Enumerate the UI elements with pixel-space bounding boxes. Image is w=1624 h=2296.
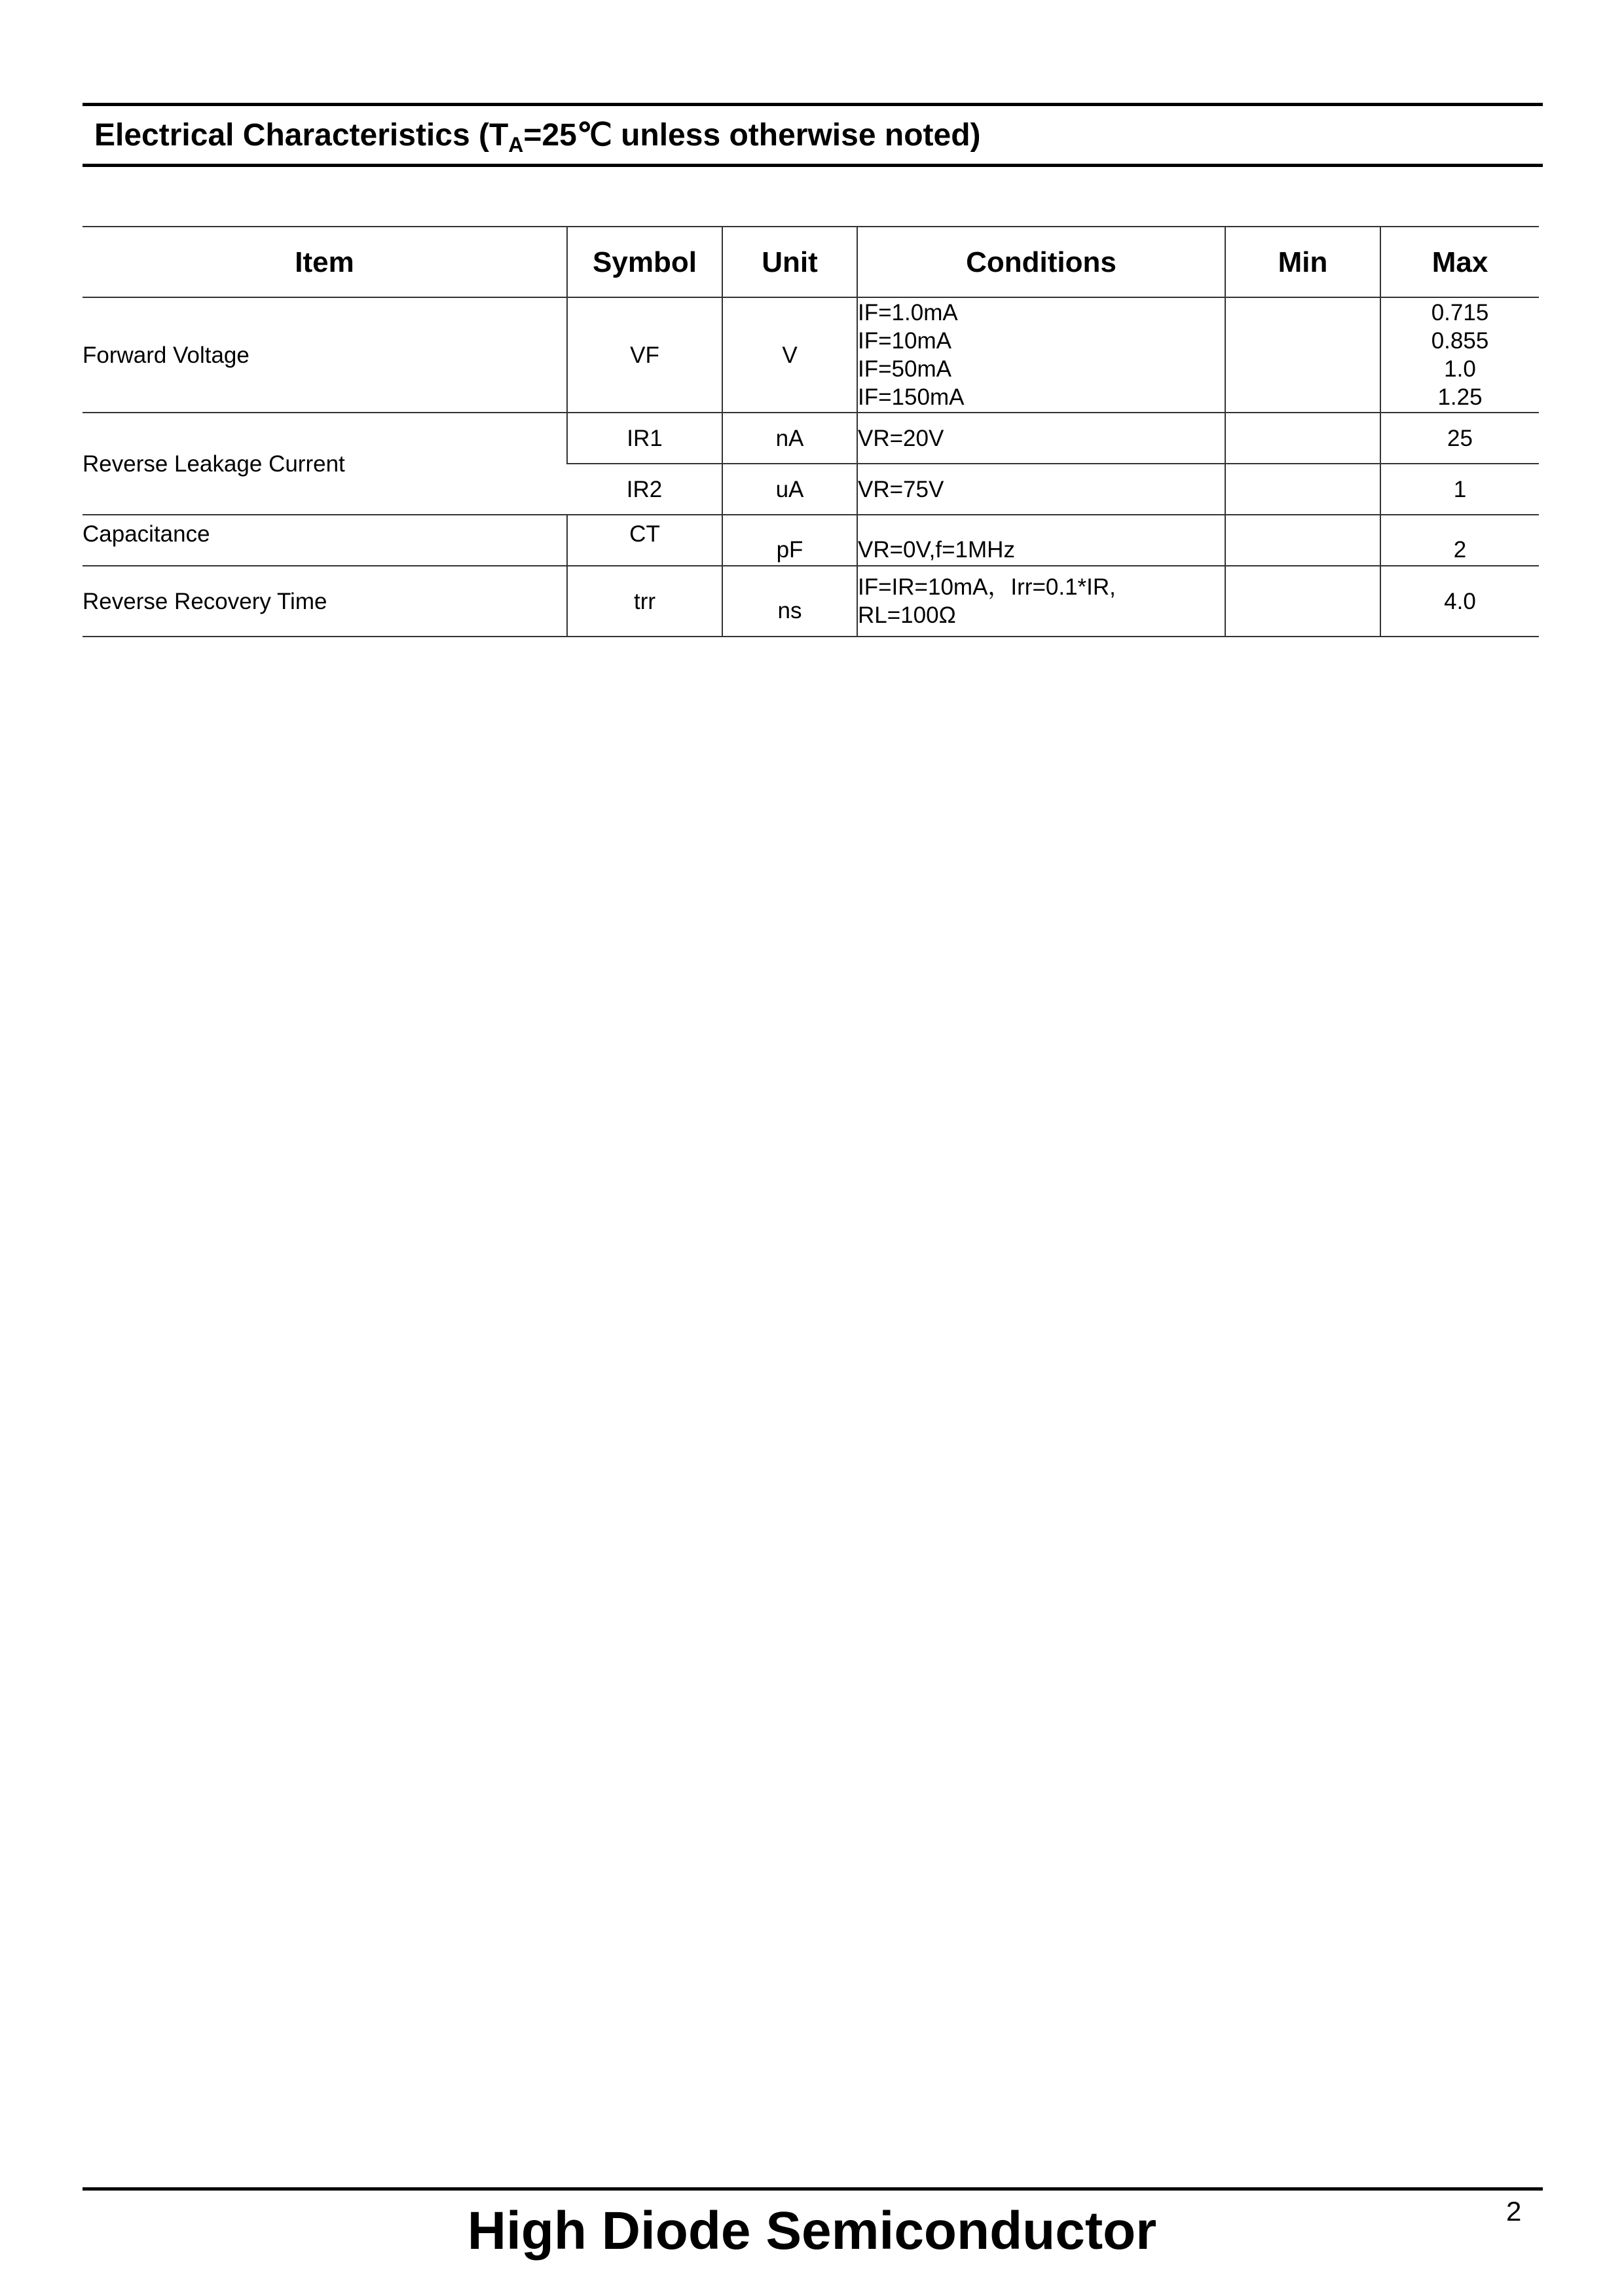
header-min: Min (1225, 227, 1380, 297)
reverse-leakage-item: Reverse Leakage Current (83, 413, 567, 515)
reverse-recovery-min (1225, 566, 1380, 637)
ir1-conditions: VR=20V (857, 413, 1225, 464)
forward-voltage-item: Forward Voltage (83, 297, 567, 413)
capacitance-symbol-text: CT (629, 521, 660, 547)
forward-voltage-unit: V (722, 297, 857, 413)
forward-voltage-symbol: VF (567, 297, 722, 413)
ir1-symbol: IR1 (567, 413, 722, 464)
ir2-max: 1 (1380, 464, 1539, 515)
ir1-max: 25 (1380, 413, 1539, 464)
ir1-min (1225, 413, 1380, 464)
reverse-recovery-item: Reverse Recovery Time (83, 566, 567, 637)
title-subscript: A (508, 133, 524, 157)
table-row-capacitance (83, 515, 1539, 566)
reverse-recovery-max: 4.0 (1380, 566, 1539, 637)
forward-voltage-condition-2: IF=10mA (858, 328, 951, 354)
reverse-recovery-symbol: trr (567, 566, 722, 637)
ir2-unit: uA (722, 464, 857, 515)
header-symbol: Symbol (567, 227, 722, 297)
table-row-reverse-leakage-ir1 (83, 413, 1539, 464)
reverse-recovery-conditions (857, 566, 1225, 637)
reverse-recovery-unit (722, 566, 857, 637)
capacitance-item (83, 515, 567, 566)
forward-voltage-min (1225, 297, 1380, 413)
ir2-symbol: IR2 (567, 464, 722, 515)
table-row-forward-voltage (83, 297, 1539, 413)
footer-divider (83, 2187, 1543, 2191)
page-number: 2 (1506, 2196, 1522, 2227)
forward-voltage-max-2: 0.855 (1431, 328, 1489, 354)
forward-voltage-condition-4: IF=150mA (858, 384, 965, 410)
capacitance-max (1380, 515, 1539, 566)
header-conditions: Conditions (857, 227, 1225, 297)
capacitance-conditions-text: VR=0V,f=1MHz (858, 536, 1015, 563)
forward-voltage-condition-3: IF=50mA (858, 356, 951, 382)
reverse-recovery-condition-1: IF=IR=10mA，Irr=0.1*IR, (858, 574, 1116, 600)
capacitance-unit-text: pF (776, 536, 803, 563)
forward-voltage-max-1: 0.715 (1431, 300, 1489, 325)
table-row-reverse-recovery (83, 566, 1539, 637)
forward-voltage-conditions (857, 297, 1225, 413)
forward-voltage-condition-1: IF=1.0mA (858, 300, 958, 325)
capacitance-item-text: Capacitance (83, 521, 210, 547)
title-prefix: Electrical Characteristics (T (94, 118, 509, 153)
reverse-recovery-condition-2: RL=100Ω (858, 602, 956, 628)
capacitance-min (1225, 515, 1380, 566)
footer-company-name: High Diode Semiconductor (467, 2201, 1157, 2261)
forward-voltage-max (1380, 297, 1539, 413)
ir2-conditions: VR=75V (857, 464, 1225, 515)
title-suffix: =25℃ unless otherwise noted) (523, 118, 981, 153)
forward-voltage-max-3: 1.0 (1444, 356, 1476, 382)
capacitance-unit (722, 515, 857, 566)
table-header-row (83, 227, 1539, 297)
electrical-characteristics-table (83, 226, 1539, 637)
header-unit: Unit (722, 227, 857, 297)
ir1-unit: nA (722, 413, 857, 464)
forward-voltage-max-4: 1.25 (1437, 384, 1483, 410)
ir2-min (1225, 464, 1380, 515)
section-title (94, 117, 981, 157)
capacitance-symbol (567, 515, 722, 566)
header-item: Item (83, 227, 567, 297)
header-max: Max (1380, 227, 1539, 297)
reverse-recovery-unit-text: ns (777, 597, 802, 623)
section-header (83, 103, 1543, 167)
capacitance-conditions (857, 515, 1225, 566)
capacitance-max-text: 2 (1453, 536, 1467, 563)
